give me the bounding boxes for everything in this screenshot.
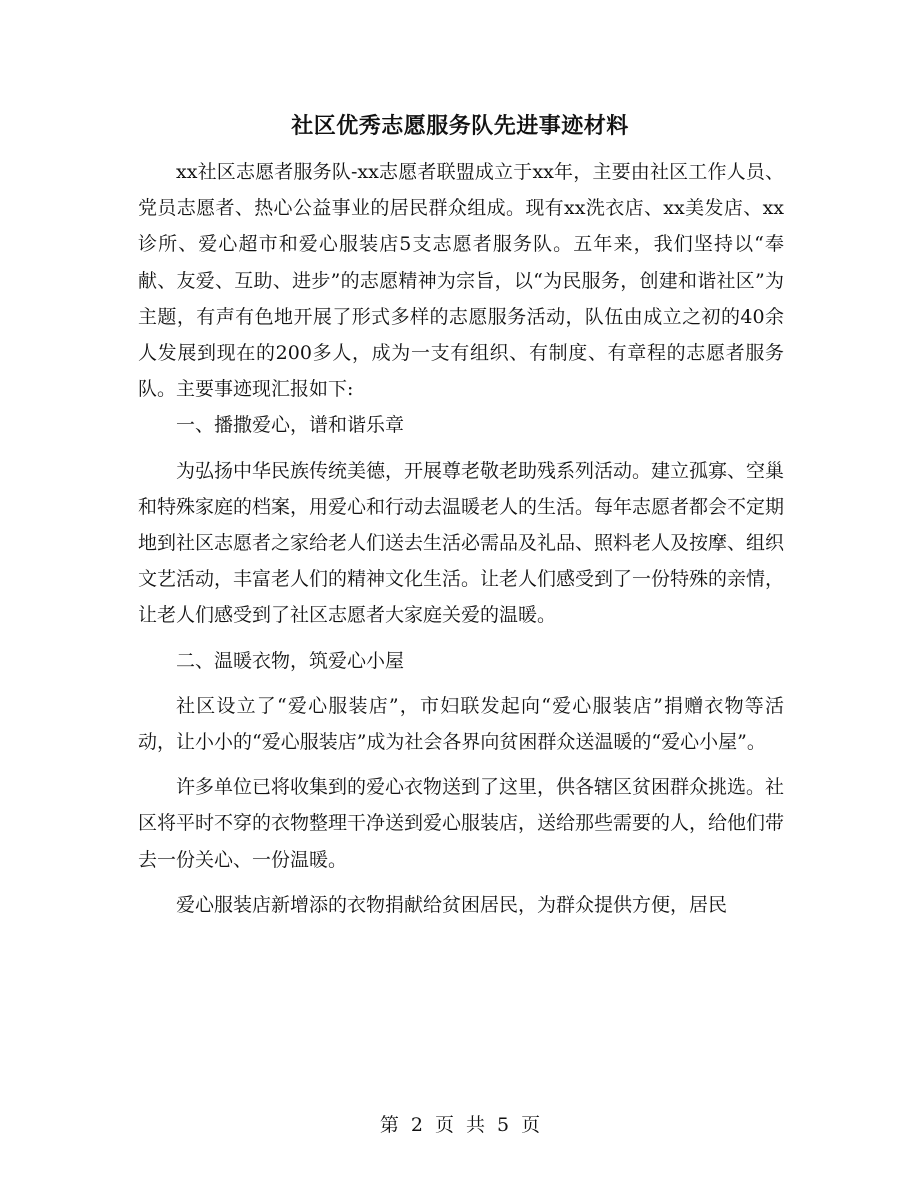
- page-number-footer: 第 2 页 共 5 页: [379, 1114, 541, 1136]
- section-2-paragraph-1: 社区设立了“爱心服装店”，市妇联发起向“爱心服装店”捐赠衣物等活动，让小小的“爱心服装店”成为社会各界向贫困群众送温暖的“爱心小屋”。: [138, 694, 784, 754]
- section-2-paragraph-2: 许多单位已将收集到的爱心衣物送到了这里，供各辖区贫困群众挑选。社区将平时不穿的衣物整理干净送到爱心服装店，送给那些需要的人，给他们带去一份关心、一份温暖。: [138, 776, 785, 871]
- document-title: 社区优秀志愿服务队先进事迹材料: [291, 113, 629, 139]
- document-body: [138, 154, 784, 923]
- intro-paragraph: xx社区志愿者服务队-xx志愿者联盟成立于xx年，主要由社区工作人员、党员志愿者、热心公益事业的居民群众组成。现有xx洗衣店、xx美发店、xx诊所、爱心超市和爱心服装店5支志愿者服务队。五年来，我们坚持以“奉献、友爱、互助、进步”的志愿精神为宗旨，以“为民服务，创建和谐社区”为主题，有声有色地开展了形式多样的志愿服务活动，队伍由成立之初的40余人发展到现在的200多人，成为一支有组织、有制度、有章程的志愿者服务队。主要事迹现汇报如下:: [138, 161, 784, 401]
- section-1-paragraph: 为弘扬中华民族传统美德，开展尊老敬老助残系列活动。建立孤寡、空巢和特殊家庭的档案，用爱心和行动去温暖老人的生活。每年志愿者都会不定期地到社区志愿者之家给老人们送去生活必需品及礼品、照料老人及按摩、组织文艺活动，丰富老人们的精神文化生活。让老人们感受到了一份特殊的亲情，让老人们感受到了社区志愿者大家庭关爱的温暖。: [138, 459, 785, 627]
- section-heading-1: 一、播撒爱心，谱和谐乐章: [176, 414, 405, 437]
- section-2-paragraph-3: 爱心服装店新增添的衣物捐献给贫困居民，为群众提供方便，居民: [176, 893, 728, 916]
- section-heading-2: 二、温暖衣物，筑爱心小屋: [176, 649, 405, 672]
